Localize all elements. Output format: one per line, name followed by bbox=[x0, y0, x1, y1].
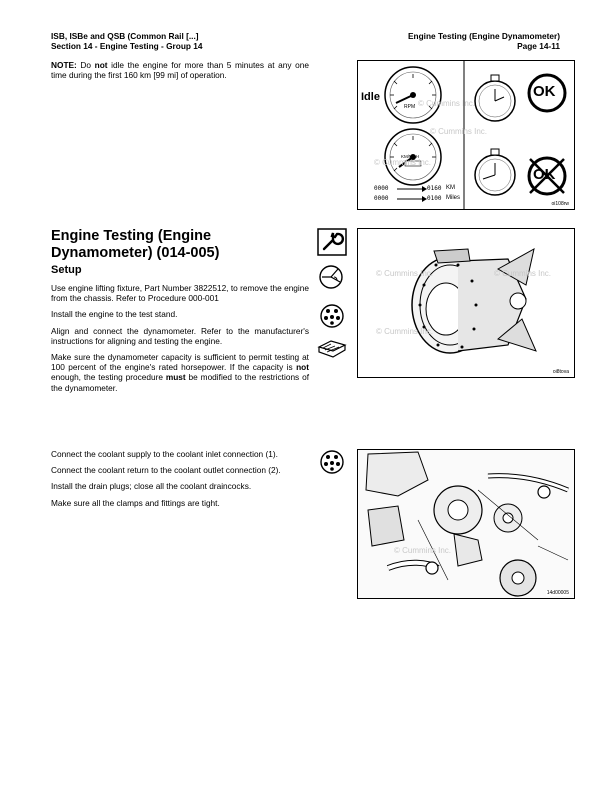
page-number: Page 14-11 bbox=[517, 41, 560, 51]
note-paragraph bbox=[51, 60, 309, 86]
odometer-end-miles: 0100 bbox=[427, 195, 442, 202]
coolant-step-drain: Install the drain plugs; close all the coolant draincocks. bbox=[51, 481, 252, 492]
capacity-text-end: be modified to the restrictions of the dynamometer. bbox=[51, 372, 309, 393]
odometer-start-km: 0000 bbox=[374, 185, 389, 192]
note-text-rest: idle the engine for more than 5 minutes at any one time during the first 160 km [99 mi] of operation. bbox=[51, 60, 310, 81]
figure-coolant-connections bbox=[357, 449, 575, 599]
watermark: © Cummins Inc. bbox=[418, 99, 476, 108]
note-label: NOTE: bbox=[51, 60, 77, 70]
capacity-emphasis-must: must bbox=[165, 372, 186, 383]
setup-step-lift: Use engine lifting fixture, Part Number 3822512, to remove the engine from the chassis. Refer to Procedure 000-001 bbox=[51, 283, 309, 304]
parts-icon bbox=[318, 303, 346, 329]
figure-code: oi108rw bbox=[551, 201, 569, 207]
watermark: © Cummins Inc. bbox=[376, 269, 434, 278]
odometer-start-miles: 0000 bbox=[374, 195, 389, 202]
running-header-right bbox=[408, 31, 560, 51]
figure-code: 14d00005 bbox=[546, 590, 569, 596]
idle-label: Idle bbox=[361, 91, 380, 103]
manual-title: ISB, ISBe and QSB (Common Rail [...] bbox=[51, 31, 199, 41]
setup-step-capacity bbox=[51, 352, 309, 393]
setup-step-install: Install the engine to the test stand. bbox=[51, 309, 178, 320]
capacity-text: Make sure the dynamometer capacity is sufficient to permit testing at 100 percent of the engine's rated horsepower. If the capacity is bbox=[51, 352, 309, 373]
setup-text bbox=[51, 283, 309, 399]
figure-code: oi8tova bbox=[552, 369, 569, 375]
watermark: © Cummins Inc. bbox=[494, 269, 552, 278]
subsection-heading: Setup bbox=[51, 264, 82, 276]
watermark: © Cummins Inc. bbox=[394, 546, 452, 555]
coolant-step-outlet: Connect the coolant return to the coolant outlet connection (2). bbox=[51, 465, 281, 476]
dynamometer-illustration bbox=[358, 229, 574, 377]
coolant-text bbox=[51, 449, 309, 514]
note-emphasis: not bbox=[94, 60, 108, 70]
watermark: © Cummins Inc. bbox=[430, 127, 488, 136]
inspect-icon bbox=[318, 264, 346, 290]
coolant-step-inlet: Connect the coolant supply to the coolant inlet connection (1). bbox=[51, 449, 278, 459]
note-text: Do bbox=[76, 60, 95, 70]
section-title: Section 14 - Engine Testing - Group 14 bbox=[51, 41, 203, 51]
parts-icon bbox=[318, 449, 346, 475]
wrench-icon bbox=[317, 228, 347, 256]
rpm-label: RPM bbox=[404, 104, 416, 110]
watermark: © Cummins Inc. bbox=[374, 158, 432, 167]
figure-idle-gauges bbox=[357, 60, 575, 210]
section-heading: Engine Testing (Engine Dynamometer) (014-005) bbox=[51, 228, 220, 261]
figure-dynamometer bbox=[357, 228, 575, 378]
setup-step-align: Align and connect the dynamometer. Refer to the manufacturer's instructions for aligning and testing the engine. bbox=[51, 325, 309, 346]
instructions-icon bbox=[317, 339, 347, 359]
odometer-unit-miles: Miles bbox=[446, 195, 461, 201]
capacity-emphasis-not: not bbox=[296, 362, 309, 373]
kmmph-label: KM/MPH bbox=[401, 154, 419, 159]
ok-crossed-label: OK bbox=[533, 166, 556, 183]
ok-label: OK bbox=[533, 83, 556, 100]
engine-coolant-illustration bbox=[358, 450, 574, 598]
odometer-end-km: 0160 bbox=[427, 185, 442, 192]
capacity-text-mid: enough, the testing procedure bbox=[51, 372, 166, 383]
odometer-unit-km: KM bbox=[446, 185, 455, 191]
procedure-title: Engine Testing (Engine Dynamometer) bbox=[408, 31, 560, 41]
watermark: © Cummins Inc. bbox=[376, 327, 434, 336]
coolant-step-clamps: Make sure all the clamps and fittings are tight. bbox=[51, 497, 220, 508]
running-header-left bbox=[51, 31, 203, 51]
